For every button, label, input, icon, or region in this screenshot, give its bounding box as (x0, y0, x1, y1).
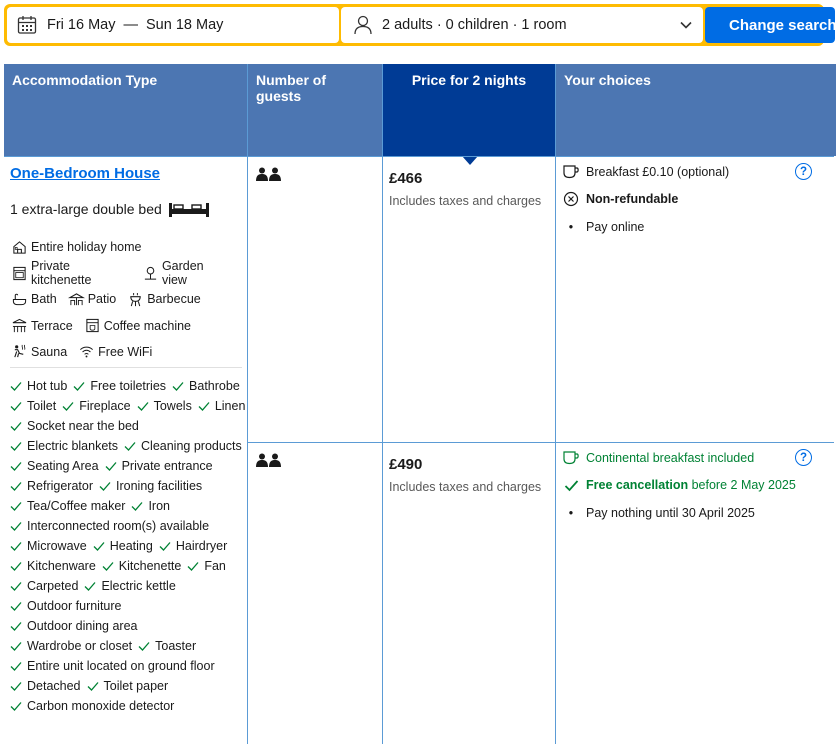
amenity-label: Toilet (27, 399, 57, 413)
policy-option-2 (562, 477, 796, 493)
checkmark-icon (62, 401, 74, 411)
amenity-row (10, 476, 246, 496)
checkmark-icon (10, 561, 22, 571)
amenity-label: Refrigerator (27, 479, 93, 493)
search-bar (4, 4, 837, 46)
checkmark-icon (137, 401, 149, 411)
help-icon[interactable]: ? (795, 449, 812, 466)
patio-icon (69, 292, 84, 307)
amenity-label: Free toiletries (90, 379, 167, 393)
coffee-machine-icon (85, 318, 100, 333)
amenity-electric-blankets (10, 439, 118, 453)
facility-terrace (12, 318, 73, 333)
facility-label: Entire holiday home (31, 240, 142, 255)
amenity-row (10, 396, 246, 416)
facility-coffee-machine (85, 318, 191, 333)
amenity-row (10, 696, 246, 716)
facility-bath (12, 292, 57, 307)
payment-text: Pay nothing until 30 April 2025 (586, 506, 755, 520)
facility-private-kitchenette (12, 259, 131, 287)
amenity-refrigerator (10, 479, 93, 493)
payment-option-1 (562, 219, 644, 235)
facility-sauna (12, 344, 67, 359)
facility-row (12, 260, 242, 286)
facility-label: Free WiFi (98, 344, 153, 359)
amenity-label: Electric kettle (101, 579, 176, 593)
facility-garden-view (143, 259, 230, 287)
amenity-interconnected-room-s-available (10, 519, 209, 533)
checkmark-icon (99, 481, 111, 491)
column-divider (382, 64, 383, 744)
checkmark-icon (10, 661, 22, 671)
checkmark-icon (105, 461, 117, 471)
amenity-label: Cleaning products (141, 439, 242, 453)
amenity-label: Wardrobe or closet (27, 639, 133, 653)
bullet-icon: • (568, 506, 574, 520)
price-option-2: £490 (389, 456, 423, 473)
change-search-button[interactable]: Change search (705, 7, 835, 43)
calendar-icon (17, 15, 37, 35)
breakfast-text: Breakfast £0.10 (optional) (586, 165, 730, 179)
amenity-label: Private entrance (121, 459, 213, 473)
amenity-outdoor-furniture (10, 599, 122, 613)
amenity-label: Seating Area (27, 459, 99, 473)
checkmark-icon (10, 601, 22, 611)
checkmark-icon (10, 581, 22, 591)
checkmark-icon (87, 681, 99, 691)
facility-free-wifi (79, 344, 152, 359)
amenity-electric-kettle (84, 579, 175, 593)
occupancy-selector[interactable] (341, 7, 703, 43)
column-divider (247, 64, 248, 744)
checkmark-icon (10, 501, 22, 511)
amenity-label: Toaster (155, 639, 197, 653)
row-divider (247, 442, 834, 443)
amenity-label: Detached (27, 679, 81, 693)
checkmark-icon (102, 561, 114, 571)
amenity-iron (131, 499, 170, 513)
amenity-entire-unit-located-on-ground-floor (10, 659, 215, 673)
checkmark-icon (187, 561, 199, 571)
amenity-label: Tea/Coffee maker (27, 499, 126, 513)
amenity-heating (93, 539, 153, 553)
amenity-row (10, 636, 246, 656)
amenity-label: Ironing facilities (116, 479, 203, 493)
facility-patio (69, 292, 117, 307)
policy-text: Free cancellation (586, 478, 689, 492)
amenity-hot-tub (10, 379, 67, 393)
breakfast-text: Continental breakfast included (586, 451, 755, 465)
amenity-microwave (10, 539, 87, 553)
breakfast-option-2 (562, 450, 754, 466)
room-table (4, 64, 834, 744)
amenity-toilet-paper (87, 679, 169, 693)
amenity-label: Carpeted (27, 579, 79, 593)
amenity-ironing-facilities (99, 479, 202, 493)
amenity-row (10, 656, 246, 676)
facility-entire-holiday-home (12, 240, 141, 255)
two-guests-icon (256, 167, 282, 181)
facilities-list (12, 234, 242, 365)
amenity-label: Linen (214, 399, 246, 413)
wifi-icon (79, 344, 94, 359)
amenity-row (10, 676, 246, 696)
facility-row (12, 234, 242, 260)
checkmark-icon (10, 401, 22, 411)
checkmark-icon (124, 441, 136, 451)
checkmark-icon (10, 421, 22, 431)
amenity-linen (198, 399, 246, 413)
amenity-label: Bathrobe (189, 379, 240, 393)
amenity-seating-area (10, 459, 99, 473)
facility-label: Barbecue (147, 292, 201, 307)
checkmark-icon (159, 541, 171, 551)
amenity-toaster (138, 639, 196, 653)
amenity-row (10, 496, 246, 516)
checkmark-icon (198, 401, 210, 411)
price-option-1: £466 (389, 170, 423, 187)
house-icon (12, 240, 27, 255)
checkmark-icon (10, 621, 22, 631)
payment-option-2 (562, 505, 755, 521)
header-price[interactable]: Price for 2 nights (383, 64, 555, 156)
header-accommodation-type: Accommodation Type (4, 64, 247, 156)
checkmark-icon (10, 641, 22, 651)
amenity-row (10, 596, 246, 616)
amenity-kitchenette (102, 559, 182, 573)
amenity-label: Carbon monoxide detector (27, 699, 175, 713)
price-note-option-1: Includes taxes and charges (389, 194, 542, 208)
bath-icon (12, 292, 27, 307)
date-picker[interactable] (7, 7, 339, 43)
bullet-icon: • (568, 220, 574, 234)
checkmark-icon (73, 381, 85, 391)
date-separator: — (123, 17, 138, 33)
facility-label: Sauna (31, 344, 68, 359)
amenity-free-toiletries (73, 379, 166, 393)
amenity-label: Kitchenette (118, 559, 182, 573)
amenity-row (10, 516, 246, 536)
amenity-row (10, 556, 246, 576)
amenity-label: Interconnected room(s) available (27, 519, 210, 533)
amenity-cleaning-products (124, 439, 242, 453)
coffee-cup-icon (563, 451, 580, 465)
facility-label: Private kitchenette (31, 259, 92, 288)
amenity-label: Fan (204, 559, 226, 573)
room-name-link[interactable]: One-Bedroom House (10, 165, 161, 182)
divider (10, 367, 242, 368)
amenity-towels (137, 399, 192, 413)
amenity-row (10, 616, 246, 636)
amenity-label: Hot tub (27, 379, 68, 393)
row-divider (4, 156, 834, 157)
amenity-fireplace (62, 399, 130, 413)
policy-option-1 (562, 191, 678, 207)
occupancy-text: 2 adults · 0 children · 1 room (382, 17, 567, 33)
amenity-bathrobe (172, 379, 240, 393)
facility-label: Patio (87, 292, 117, 307)
column-divider (555, 64, 556, 744)
amenity-label: Electric blankets (27, 439, 119, 453)
kitchenette-icon (12, 266, 27, 281)
barbecue-icon (128, 292, 143, 307)
amenity-row (10, 536, 246, 556)
amenity-socket-near-the-bed (10, 419, 139, 433)
amenity-label: Outdoor dining area (27, 619, 138, 633)
person-icon (353, 15, 373, 35)
payment-text: Pay online (586, 220, 645, 234)
facility-label: Garden view (161, 259, 204, 288)
facility-barbecue (128, 292, 201, 307)
sort-indicator-arrow (462, 156, 478, 165)
facility-label: Coffee machine (103, 318, 192, 333)
policy-text: Non-refundable (586, 192, 679, 206)
amenity-tea-coffee-maker (10, 499, 125, 513)
checkmark-icon (138, 641, 150, 651)
amenity-label: Kitchenware (27, 559, 96, 573)
checkmark-icon (10, 541, 22, 551)
amenity-wardrobe-or-closet (10, 639, 132, 653)
bed-info (10, 200, 210, 218)
facility-row (12, 339, 242, 365)
amenity-kitchenware (10, 559, 96, 573)
amenity-label: Hairdryer (175, 539, 228, 553)
amenity-row (10, 576, 246, 596)
facility-label: Terrace (31, 318, 73, 333)
amenity-outdoor-dining-area (10, 619, 138, 633)
facility-row (12, 313, 242, 339)
amenity-label: Socket near the bed (27, 419, 139, 433)
amenity-label: Microwave (27, 539, 87, 553)
double-bed-icon (168, 200, 210, 218)
amenities-list (10, 376, 246, 716)
facility-row (12, 286, 242, 312)
policy-deadline: before 2 May 2025 (688, 478, 796, 492)
checkmark-icon (10, 681, 22, 691)
amenity-label: Towels (153, 399, 192, 413)
check-in-date: Fri 16 May (47, 17, 116, 33)
price-note-option-2: Includes taxes and charges (389, 480, 542, 494)
checkmark-icon (172, 381, 184, 391)
amenity-private-entrance (105, 459, 213, 473)
amenity-carbon-monoxide-detector (10, 699, 174, 713)
amenity-fan (187, 559, 226, 573)
chevron-down-icon (679, 18, 693, 32)
checkmark-icon (10, 701, 22, 711)
amenity-label: Toilet paper (103, 679, 169, 693)
amenity-toilet (10, 399, 56, 413)
amenity-carpeted (10, 579, 78, 593)
terrace-icon (12, 318, 27, 333)
two-guests-icon (256, 453, 282, 467)
amenity-row (10, 416, 246, 436)
checkmark-icon (10, 461, 22, 471)
header-your-choices: Your choices (556, 64, 836, 156)
garden-view-icon (143, 266, 158, 281)
checkmark-icon (84, 581, 96, 591)
checkmark-icon (93, 541, 105, 551)
checkmark-icon (131, 501, 143, 511)
amenity-hairdryer (159, 539, 227, 553)
amenity-label: Heating (109, 539, 153, 553)
facility-label: Bath (31, 292, 57, 307)
amenity-detached (10, 679, 81, 693)
help-icon[interactable]: ? (795, 163, 812, 180)
checkmark-icon (10, 441, 22, 451)
check-out-date: Sun 18 May (146, 17, 224, 33)
non-refundable-icon (563, 191, 579, 207)
amenity-row (10, 376, 246, 396)
amenity-row (10, 436, 246, 456)
checkmark-icon (564, 479, 579, 492)
coffee-cup-icon (563, 165, 580, 179)
sauna-icon (12, 344, 27, 359)
amenity-label: Entire unit located on ground floor (27, 659, 215, 673)
amenity-label: Fireplace (79, 399, 131, 413)
checkmark-icon (10, 481, 22, 491)
bed-text: 1 extra-large double bed (10, 201, 162, 217)
amenity-label: Iron (148, 499, 170, 513)
breakfast-option-1 (562, 164, 729, 180)
amenity-label: Outdoor furniture (27, 599, 122, 613)
amenity-row (10, 456, 246, 476)
header-number-of-guests: Number of guests (248, 64, 382, 156)
checkmark-icon (10, 381, 22, 391)
checkmark-icon (10, 521, 22, 531)
